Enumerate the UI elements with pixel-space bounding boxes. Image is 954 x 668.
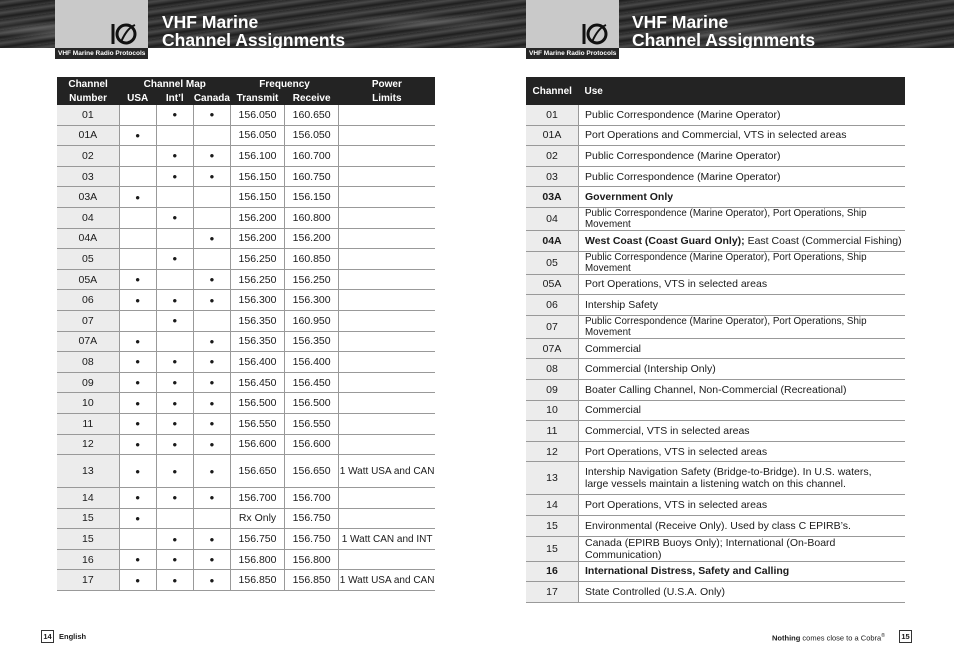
table-row — [526, 421, 905, 442]
table-row — [57, 352, 435, 373]
channel-cell: 01A — [57, 125, 119, 146]
power-cell — [339, 331, 435, 352]
use-cell: Canada (EPIRB Buoys Only); International (On-Board Communication) — [579, 536, 906, 561]
transmit-cell: Rx Only — [230, 508, 284, 529]
table-row — [57, 228, 435, 249]
usa-cell: • — [119, 269, 156, 290]
channel-cell: 07 — [57, 310, 119, 331]
logo-box-right — [526, 0, 619, 48]
table-row — [526, 146, 905, 167]
power-cell — [339, 549, 435, 570]
table-row — [526, 359, 905, 380]
power-cell — [339, 393, 435, 414]
intl-cell: • — [156, 290, 193, 311]
power-cell: 1 Watt USA and CAN — [339, 570, 435, 591]
transmit-cell: 156.650 — [230, 455, 284, 488]
table-row — [526, 207, 905, 230]
channel-cell: 17 — [526, 582, 579, 603]
transmit-cell: 156.300 — [230, 290, 284, 311]
channel-cell: 02 — [526, 146, 579, 167]
power-cell — [339, 290, 435, 311]
table-row — [57, 146, 435, 167]
table-row — [57, 207, 435, 228]
table-row — [526, 582, 905, 603]
use-cell: Boater Calling Channel, Non-Commercial (Recreational) — [579, 379, 906, 400]
use-cell: Environmental (Receive Only). Used by class C EPIRB’s. — [579, 515, 906, 536]
canada-cell: • — [193, 290, 230, 311]
table-row — [57, 508, 435, 529]
channel-cell: 14 — [526, 495, 579, 516]
page-number-right: 15 — [899, 630, 912, 643]
receive-cell: 156.750 — [285, 529, 339, 550]
canada-cell — [193, 187, 230, 208]
canada-cell: • — [193, 529, 230, 550]
channel-cell: 15 — [57, 508, 119, 529]
channel-map-table — [57, 77, 435, 591]
intl-cell — [156, 228, 193, 249]
power-cell — [339, 508, 435, 529]
transmit-cell: 156.500 — [230, 393, 284, 414]
usa-cell — [119, 166, 156, 187]
canada-cell — [193, 310, 230, 331]
channel-cell: 02 — [57, 146, 119, 167]
usa-cell: • — [119, 352, 156, 373]
usa-cell — [119, 228, 156, 249]
table-row — [526, 379, 905, 400]
receive-cell: 160.750 — [285, 166, 339, 187]
channel-cell: 10 — [57, 393, 119, 414]
transmit-cell: 156.850 — [230, 570, 284, 591]
canada-cell: • — [193, 146, 230, 167]
intl-cell: • — [156, 166, 193, 187]
table-row — [526, 230, 905, 251]
receive-cell: 156.450 — [285, 372, 339, 393]
channel-cell: 11 — [57, 413, 119, 434]
channel-cell: 01A — [526, 125, 579, 146]
table-row — [57, 434, 435, 455]
power-cell — [339, 269, 435, 290]
channel-cell: 03A — [57, 187, 119, 208]
channel-cell: 03A — [526, 187, 579, 208]
channel-cell: 07 — [526, 315, 579, 338]
channel-cell: 09 — [57, 372, 119, 393]
channel-cell: 04A — [57, 228, 119, 249]
intl-cell: • — [156, 352, 193, 373]
header-intl: Int’l — [156, 91, 193, 105]
channel-cell: 05A — [526, 274, 579, 295]
channel-cell: 16 — [57, 549, 119, 570]
transmit-cell: 156.250 — [230, 249, 284, 270]
transmit-cell: 156.550 — [230, 413, 284, 434]
use-cell: Public Correspondence (Marine Operator), Port Operations, Ship Movement — [579, 251, 906, 274]
usa-cell: • — [119, 508, 156, 529]
receive-cell: 160.650 — [285, 105, 339, 125]
table-row — [526, 441, 905, 462]
channel-cell: 03 — [526, 166, 579, 187]
receive-cell: 156.700 — [285, 488, 339, 509]
use-cell: Public Correspondence (Marine Operator), Port Operations, Ship Movement — [579, 207, 906, 230]
table-row — [57, 455, 435, 488]
usa-cell: • — [119, 290, 156, 311]
cobra-logo-icon — [580, 20, 610, 46]
receive-cell: 156.550 — [285, 413, 339, 434]
usa-cell: • — [119, 434, 156, 455]
table-row — [57, 249, 435, 270]
usa-cell: • — [119, 488, 156, 509]
table-row — [57, 413, 435, 434]
canada-cell — [193, 508, 230, 529]
channel-cell: 04 — [57, 207, 119, 228]
power-cell — [339, 105, 435, 125]
power-cell — [339, 228, 435, 249]
table-row — [526, 105, 905, 125]
transmit-cell: 156.150 — [230, 187, 284, 208]
channel-cell: 12 — [526, 441, 579, 462]
use-cell: International Distress, Safety and Calling — [579, 561, 906, 582]
table-row — [57, 125, 435, 146]
table-row — [57, 570, 435, 591]
intl-cell — [156, 187, 193, 208]
table-row — [526, 400, 905, 421]
table-row — [57, 105, 435, 125]
use-cell — [579, 462, 906, 495]
usa-cell: • — [119, 413, 156, 434]
receive-cell: 156.250 — [285, 269, 339, 290]
transmit-cell: 156.800 — [230, 549, 284, 570]
table-row — [57, 331, 435, 352]
use-cell: Public Correspondence (Marine Operator) — [579, 146, 906, 167]
usa-cell — [119, 207, 156, 228]
channel-cell: 05A — [57, 269, 119, 290]
canada-cell — [193, 249, 230, 270]
footer-left: English — [59, 632, 87, 641]
usa-cell: • — [119, 331, 156, 352]
transmit-cell: 156.350 — [230, 310, 284, 331]
usa-cell: • — [119, 393, 156, 414]
header-canada: Canada — [193, 92, 230, 104]
table-row — [526, 166, 905, 187]
transmit-cell: 156.050 — [230, 105, 284, 125]
channel-cell: 15 — [526, 536, 579, 561]
use-cell: Port Operations, VTS in selected areas — [579, 441, 906, 462]
canada-cell — [193, 207, 230, 228]
transmit-cell: 156.200 — [230, 207, 284, 228]
title-line-1: VHF Marine — [162, 12, 259, 32]
header-power: Power — [339, 77, 435, 91]
channel-cell: 01 — [57, 105, 119, 125]
table-row — [526, 251, 905, 274]
transmit-cell: 156.450 — [230, 372, 284, 393]
use-cell: Public Correspondence (Marine Operator) — [579, 105, 906, 125]
power-cell — [339, 166, 435, 187]
intl-cell — [156, 508, 193, 529]
section-caption-left: VHF Marine Radio Protocols — [55, 48, 148, 59]
table-row — [57, 187, 435, 208]
transmit-cell: 156.600 — [230, 434, 284, 455]
channel-cell: 08 — [57, 352, 119, 373]
section-caption-right: VHF Marine Radio Protocols — [526, 48, 619, 59]
usa-cell: • — [119, 372, 156, 393]
header-limits: Limits — [339, 91, 435, 105]
power-cell — [339, 207, 435, 228]
use-line-2: large vessels maintain a listening watch on this channel. — [585, 478, 846, 491]
table-row — [57, 269, 435, 290]
receive-cell: 156.600 — [285, 434, 339, 455]
header-transmit: Transmit — [230, 91, 284, 105]
channel-cell: 04A — [526, 230, 579, 251]
canada-cell: • — [193, 570, 230, 591]
usa-cell: • — [119, 125, 156, 146]
channel-use-table — [526, 77, 905, 603]
channel-cell: 15 — [57, 529, 119, 550]
use-bold-text: West Coast (Coast Guard Only); — [585, 234, 745, 247]
footer-right — [772, 631, 885, 644]
page-title-right — [632, 13, 815, 49]
header-use: Use — [579, 77, 906, 105]
receive-cell: 156.800 — [285, 549, 339, 570]
intl-cell — [156, 125, 193, 146]
registered-mark: ® — [881, 633, 885, 639]
canada-cell: • — [193, 488, 230, 509]
table-row — [57, 393, 435, 414]
intl-cell — [156, 269, 193, 290]
transmit-cell: 156.700 — [230, 488, 284, 509]
intl-cell: • — [156, 207, 193, 228]
table-row — [526, 187, 905, 208]
use-cell — [579, 230, 906, 251]
table-row — [526, 315, 905, 338]
transmit-cell: 156.050 — [230, 125, 284, 146]
use-cell: Commercial — [579, 400, 906, 421]
page-title-left — [162, 13, 345, 49]
header-channel-map: Channel Map — [119, 77, 230, 91]
table-row — [526, 495, 905, 516]
use-cell: Port Operations, VTS in selected areas — [579, 274, 906, 295]
title-line-2: Channel Assignments — [162, 30, 346, 50]
power-cell — [339, 310, 435, 331]
use-cell: Public Correspondence (Marine Operator) — [579, 166, 906, 187]
table-row — [57, 166, 435, 187]
receive-cell: 156.300 — [285, 290, 339, 311]
usa-cell — [119, 310, 156, 331]
table-row — [526, 338, 905, 359]
header-frequency: Frequency — [230, 77, 338, 91]
receive-cell: 160.850 — [285, 249, 339, 270]
intl-cell: • — [156, 488, 193, 509]
channel-cell: 12 — [57, 434, 119, 455]
canada-cell: • — [193, 352, 230, 373]
header-number: Number — [57, 91, 119, 105]
channel-cell: 11 — [526, 421, 579, 442]
receive-cell: 156.200 — [285, 228, 339, 249]
receive-cell: 160.700 — [285, 146, 339, 167]
transmit-cell: 156.750 — [230, 529, 284, 550]
usa-cell — [119, 529, 156, 550]
intl-cell: • — [156, 413, 193, 434]
channel-cell: 01 — [526, 105, 579, 125]
transmit-cell: 156.250 — [230, 269, 284, 290]
table-row — [526, 125, 905, 146]
table-row — [526, 462, 905, 495]
canada-cell: • — [193, 372, 230, 393]
intl-cell: • — [156, 434, 193, 455]
power-cell: 1 Watt CAN and INT — [339, 529, 435, 550]
transmit-cell: 156.400 — [230, 352, 284, 373]
footer-brand-text: Nothing — [772, 633, 801, 643]
receive-cell: 160.800 — [285, 207, 339, 228]
table-row — [526, 515, 905, 536]
power-cell — [339, 372, 435, 393]
receive-cell: 156.750 — [285, 508, 339, 529]
canada-cell: • — [193, 455, 230, 488]
use-cell: State Controlled (U.S.A. Only) — [579, 582, 906, 603]
table-row — [526, 274, 905, 295]
power-cell — [339, 125, 435, 146]
use-cell: Commercial (Intership Only) — [579, 359, 906, 380]
intl-cell: • — [156, 529, 193, 550]
usa-cell: • — [119, 455, 156, 488]
channel-cell: 10 — [526, 400, 579, 421]
header-receive: Receive — [285, 91, 339, 105]
intl-cell: • — [156, 105, 193, 125]
receive-cell: 156.050 — [285, 125, 339, 146]
table-row — [526, 295, 905, 316]
usa-cell — [119, 249, 156, 270]
power-cell — [339, 413, 435, 434]
transmit-cell: 156.350 — [230, 331, 284, 352]
table-row — [57, 488, 435, 509]
channel-cell: 17 — [57, 570, 119, 591]
table-row — [57, 310, 435, 331]
use-cell: Government Only — [579, 187, 906, 208]
channel-cell: 16 — [526, 561, 579, 582]
page-number-left: 14 — [41, 630, 54, 643]
usa-cell: • — [119, 570, 156, 591]
intl-cell: • — [156, 570, 193, 591]
title-line-2: Channel Assignments — [632, 30, 816, 50]
table-row — [526, 536, 905, 561]
channel-cell: 13 — [57, 455, 119, 488]
table-row — [57, 290, 435, 311]
channel-cell: 07A — [526, 338, 579, 359]
power-cell — [339, 488, 435, 509]
header-channel: Channel — [57, 77, 119, 91]
canada-cell: • — [193, 393, 230, 414]
table-row — [57, 529, 435, 550]
canada-cell: • — [193, 105, 230, 125]
header-usa: USA — [119, 91, 156, 105]
intl-cell: • — [156, 549, 193, 570]
channel-cell: 08 — [526, 359, 579, 380]
channel-cell: 05 — [57, 249, 119, 270]
use-cell: Commercial — [579, 338, 906, 359]
power-cell — [339, 146, 435, 167]
intl-cell: • — [156, 146, 193, 167]
use-cell: Port Operations and Commercial, VTS in selected areas — [579, 125, 906, 146]
footer-tagline: comes close to a Cobra — [800, 633, 882, 643]
intl-cell: • — [156, 249, 193, 270]
channel-cell: 07A — [57, 331, 119, 352]
receive-cell: 156.650 — [285, 455, 339, 488]
header-channel: Channel — [526, 77, 579, 105]
usa-cell: • — [119, 549, 156, 570]
canada-cell: • — [193, 549, 230, 570]
channel-cell: 06 — [57, 290, 119, 311]
canada-cell: • — [193, 331, 230, 352]
title-line-1: VHF Marine — [632, 12, 729, 32]
logo-box-left — [55, 0, 148, 48]
receive-cell: 156.150 — [285, 187, 339, 208]
table-row — [57, 549, 435, 570]
power-cell — [339, 249, 435, 270]
use-cell: Commercial, VTS in selected areas — [579, 421, 906, 442]
transmit-cell: 156.200 — [230, 228, 284, 249]
receive-cell: 156.850 — [285, 570, 339, 591]
use-line-1: Intership Navigation Safety (Bridge-to-Bridge). In U.S. waters, — [585, 466, 872, 479]
channel-cell: 15 — [526, 515, 579, 536]
receive-cell: 156.350 — [285, 331, 339, 352]
intl-cell: • — [156, 372, 193, 393]
use-cell: Port Operations, VTS in selected areas — [579, 495, 906, 516]
receive-cell: 156.500 — [285, 393, 339, 414]
channel-cell: 04 — [526, 207, 579, 230]
canada-cell: • — [193, 166, 230, 187]
channel-cell: 06 — [526, 295, 579, 316]
receive-cell: 160.950 — [285, 310, 339, 331]
channel-cell: 03 — [57, 166, 119, 187]
power-cell — [339, 434, 435, 455]
intl-cell — [156, 331, 193, 352]
canada-cell: • — [193, 434, 230, 455]
usa-cell — [119, 146, 156, 167]
cobra-logo-icon — [109, 20, 139, 46]
use-cell: Intership Safety — [579, 295, 906, 316]
usa-cell — [119, 105, 156, 125]
transmit-cell: 156.150 — [230, 166, 284, 187]
table-row — [526, 561, 905, 582]
transmit-cell: 156.100 — [230, 146, 284, 167]
table-row — [57, 372, 435, 393]
canada-cell: • — [193, 228, 230, 249]
canada-cell — [193, 125, 230, 146]
use-cell: Public Correspondence (Marine Operator), Port Operations, Ship Movement — [579, 315, 906, 338]
canada-cell: • — [193, 269, 230, 290]
intl-cell: • — [156, 393, 193, 414]
channel-cell: 14 — [57, 488, 119, 509]
usa-cell: • — [119, 187, 156, 208]
channel-cell: 09 — [526, 379, 579, 400]
intl-cell: • — [156, 455, 193, 488]
channel-cell: 13 — [526, 462, 579, 495]
power-cell — [339, 187, 435, 208]
receive-cell: 156.400 — [285, 352, 339, 373]
power-cell: 1 Watt USA and CAN — [339, 455, 435, 488]
intl-cell: • — [156, 310, 193, 331]
power-cell — [339, 352, 435, 373]
channel-cell: 05 — [526, 251, 579, 274]
canada-cell: • — [193, 413, 230, 434]
use-rest-text: East Coast (Commercial Fishing) — [744, 234, 902, 247]
